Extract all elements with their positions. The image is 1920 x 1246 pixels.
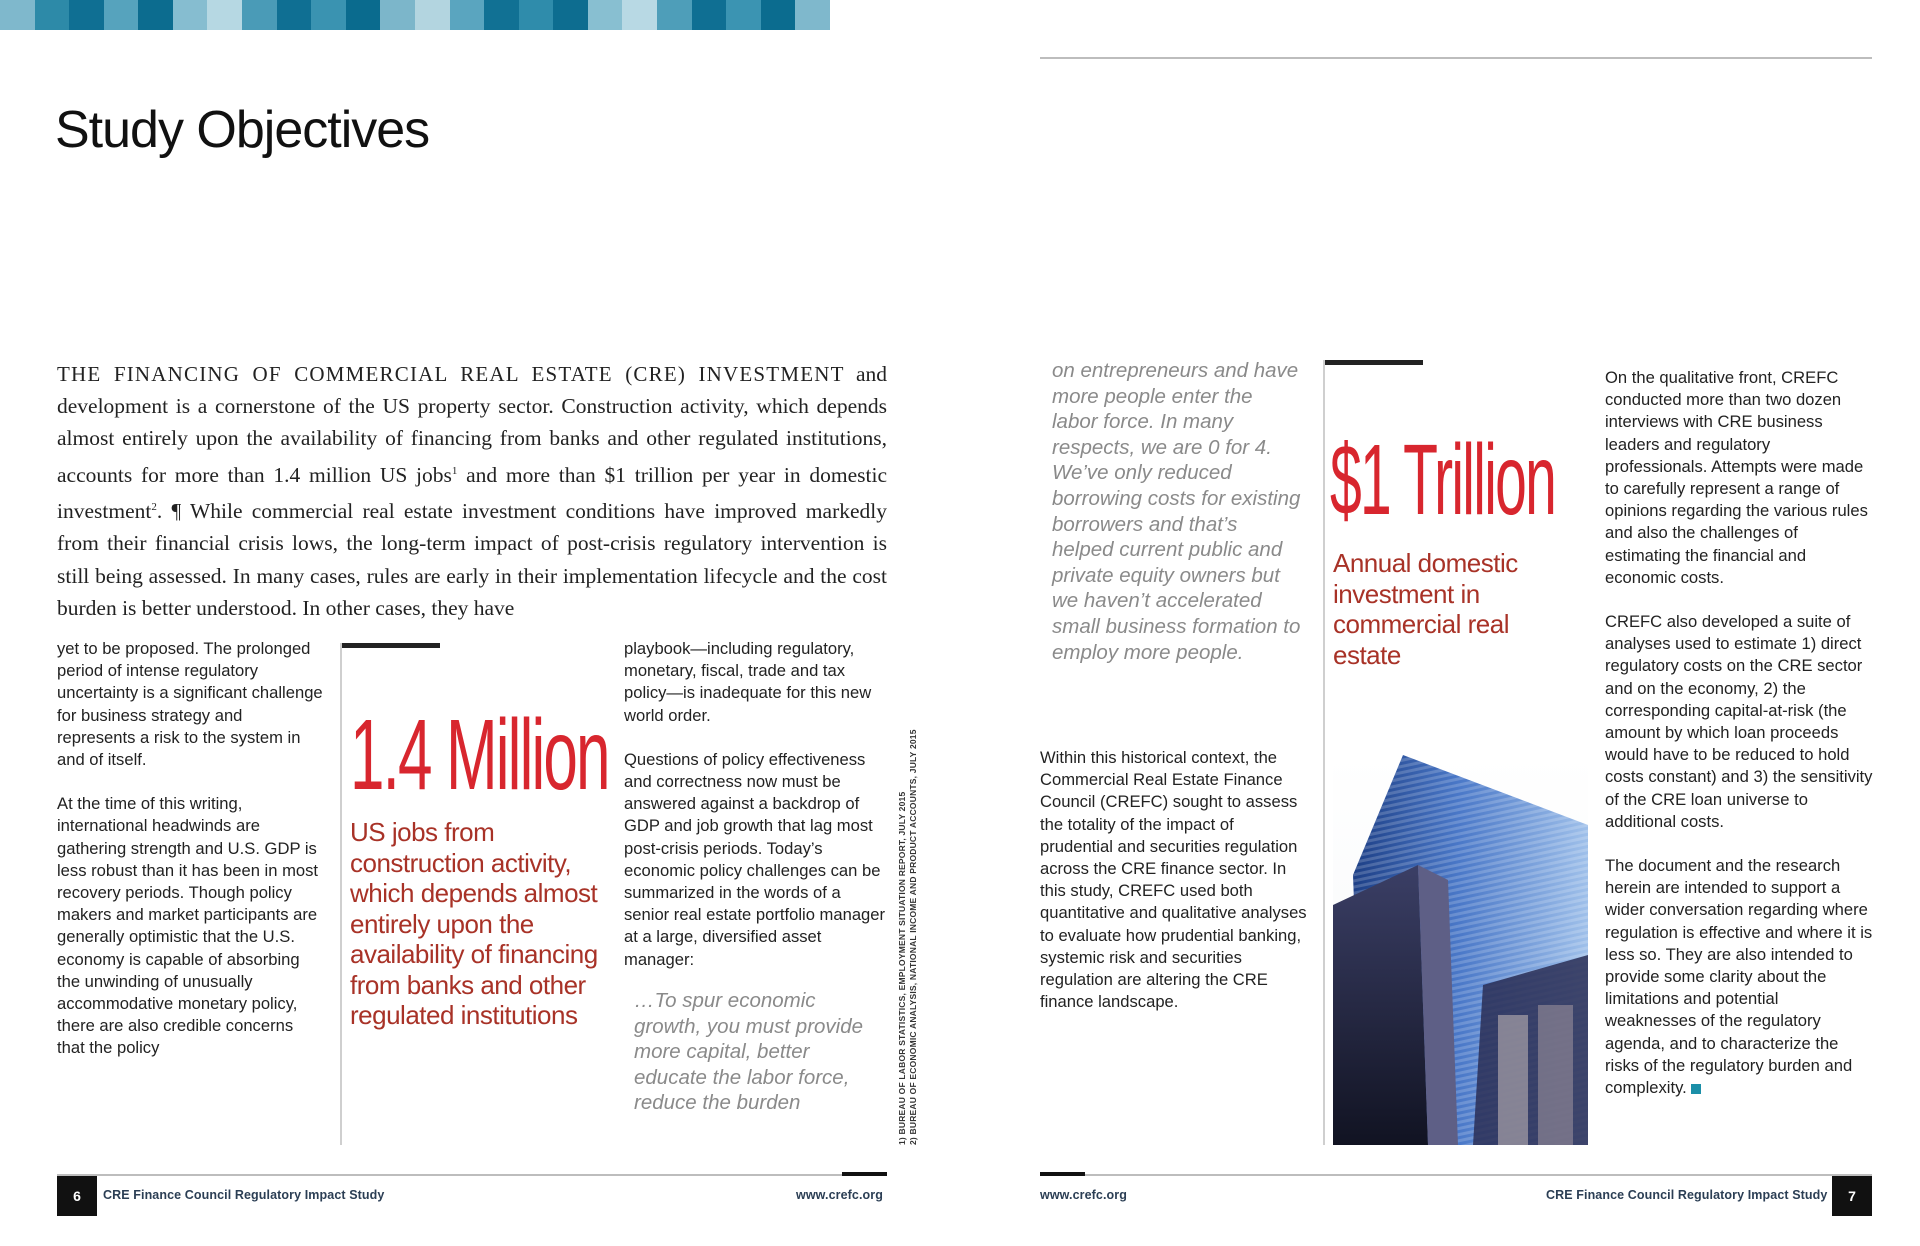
body-paragraph: The document and the research herein are intended to support a wider conversation regarding where regulation is effective and where it is less so. They are also intended to provide some clarity about the limitations and potential weaknesses of the regulatory agenda, and to characterize the risks of the regulatory burden and complexity.	[1605, 856, 1873, 1098]
mosaic-tile	[692, 0, 727, 30]
stat-rule	[340, 643, 342, 1145]
mosaic-tile	[35, 0, 70, 30]
page-title: Study Objectives	[55, 101, 430, 159]
body-paragraph: Within this historical context, the Commercial Real Estate Finance Council (CREFC) sought to assess the totality of the impact of prudential and securities regulation across the CRE finance sector. In this study, CREFC used both quantitative and qualitative analyses to evaluate how prudential banking, systemic risk and securities regulation are altering the CRE finance landscape.	[1040, 748, 1307, 1012]
pull-quote-part-2: on entrepreneurs and have more people enter the labor force. In many respects, we are 0 for 4. We’ve only reduced borrowing costs for existing borrowers and that’s helped current public and private equity owners but we haven’t accelerated small business formation to employ more people.	[1052, 359, 1301, 664]
footnote-1: 1) BUREAU OF LABOR STATISTICS, EMPLOYMENT SITUATION REPORT, JULY 2015	[897, 791, 907, 1145]
mosaic-tile	[657, 0, 692, 30]
footer-tab-left	[842, 1172, 887, 1176]
intro-lead: THE FINANCING OF COMMERCIAL REAL ESTATE (CRE) INVESTMENT	[57, 362, 845, 386]
footer-rule-left	[57, 1174, 887, 1176]
stat-number-jobs: 1.4 Million	[350, 699, 609, 811]
mosaic-tile	[242, 0, 277, 30]
stat-caption-investment: Annual domestic investment in commercial real estate	[1333, 548, 1518, 670]
body-paragraph: At the time of this writing, international headwinds are gathering strength and U.S. GDP is less robust than it has been in most recovery periods. Though policy makers and market participants are generally optimistic that the U.S. economy is capable of absorbing the unwinding of unusually accommodative monetary policy, there are also credible concerns that the policy	[57, 794, 319, 1058]
mosaic-tile	[104, 0, 139, 30]
end-mark-icon	[1691, 1084, 1701, 1094]
body-paragraph: CREFC also developed a suite of analyses used to estimate 1) direct regulatory costs on the CRE sector and on the economy, 2) the corresponding capital-at-risk (the amount by which loan proceeds would have to be reduced to hold costs constant) and 3) the sensitivity of the CRE loan universe to additional costs.	[1605, 612, 1873, 831]
right-column-1	[1040, 747, 1310, 1035]
footnote-ref-1: 1	[451, 464, 458, 477]
mosaic-tile	[484, 0, 519, 30]
page-number-left: 6	[57, 1176, 97, 1216]
stat-rule	[1323, 360, 1325, 1145]
body-paragraph: yet to be proposed. The prolonged period of intense regulatory uncertainty is a significant challenge for business strategy and represents a risk to the system in and of itself.	[57, 639, 323, 770]
intro-paragraph: THE FINANCING OF COMMERCIAL REAL ESTATE (CRE) INVESTMENT and development is a cornerstone of the US property sector. Construction activity, which depends almost entirely upon the availability of financing from banks and other regulated institutions, accounts for more than 1.4 million US jobs$^1$ and more than $1 trillion per year in domestic investment$^2$. ¶ While commercial real estate investment conditions have improved markedly from their financial crisis lows, the long-term impact of post-crisis regulatory intervention is still being assessed. In many cases, rules are early in their implementation lifecycle and the cost burden is better understood. In other cases, they have	[57, 362, 887, 620]
mosaic-tile	[311, 0, 346, 30]
body-paragraph: Questions of policy effectiveness and correctness now must be answered against a backdrop of GDP and job growth that lag most post-crisis periods. Today’s economic policy challenges can be summarized in the words of a senior real estate portfolio manager at a large, diversified asset manager:	[624, 749, 886, 969]
mosaic-tile	[346, 0, 381, 30]
mosaic-tile	[380, 0, 415, 30]
mosaic-tile	[277, 0, 312, 30]
stat-number-investment: $1 Trillion	[1330, 424, 1556, 536]
left-column-3	[624, 638, 889, 993]
left-column-1	[57, 638, 325, 1082]
mosaic-tile	[726, 0, 761, 30]
stat-accent-bar	[340, 643, 440, 648]
footer-url-right[interactable]: www.crefc.org	[1040, 1188, 1127, 1202]
footer-rule-right	[1040, 1174, 1872, 1176]
mosaic-tile	[450, 0, 485, 30]
footer-tab-right	[1040, 1172, 1085, 1176]
mosaic-tile	[519, 0, 554, 30]
stat-caption-jobs: US jobs from construction activity, which depends almost entirely upon the availability of financing from banks and other regulated institutions	[350, 817, 598, 1030]
mosaic-tile	[795, 0, 830, 30]
mosaic-tile	[588, 0, 623, 30]
mosaic-tile	[622, 0, 657, 30]
body-paragraph: On the qualitative front, CREFC conducted more than two dozen interviews with CRE business leaders and regulatory professionals. Attempts were made to carefully represent a range of opinions regarding the various rules and also the challenges of estimating the financial and economic costs.	[1605, 368, 1868, 587]
decorative-mosaic-band	[0, 0, 830, 30]
mosaic-tile	[0, 0, 35, 30]
footer-url-left[interactable]: www.crefc.org	[796, 1188, 883, 1202]
mosaic-tile	[138, 0, 173, 30]
mosaic-tile	[207, 0, 242, 30]
mosaic-tile	[553, 0, 588, 30]
page-number-right: 7	[1832, 1176, 1872, 1216]
footnote-2: 2) BUREAU OF ECONOMIC ANALYSIS, NATIONAL INCOME AND PRODUCT ACCOUNTS, JULY 2015	[908, 729, 918, 1145]
skyscraper-image	[1333, 755, 1588, 1145]
mosaic-tile	[415, 0, 450, 30]
footnote-ref-2: 2	[151, 500, 157, 513]
pull-quote-part-1: …To spur economic growth, you must provide more capital, better educate the labor force, reduce the burden	[634, 989, 864, 1115]
mosaic-tile	[69, 0, 104, 30]
mosaic-tile	[173, 0, 208, 30]
footnotes	[897, 705, 919, 1145]
header-rule-right	[1040, 57, 1872, 59]
footer-title-right: CRE Finance Council Regulatory Impact Study	[1546, 1188, 1828, 1202]
stat-accent-bar	[1323, 360, 1423, 365]
mosaic-tile	[761, 0, 796, 30]
body-paragraph: playbook—including regulatory, monetary, fiscal, trade and tax policy—is inadequate for this new world order.	[624, 639, 872, 725]
right-column-3	[1605, 367, 1873, 1121]
footer-title-left: CRE Finance Council Regulatory Impact Study	[103, 1188, 385, 1202]
